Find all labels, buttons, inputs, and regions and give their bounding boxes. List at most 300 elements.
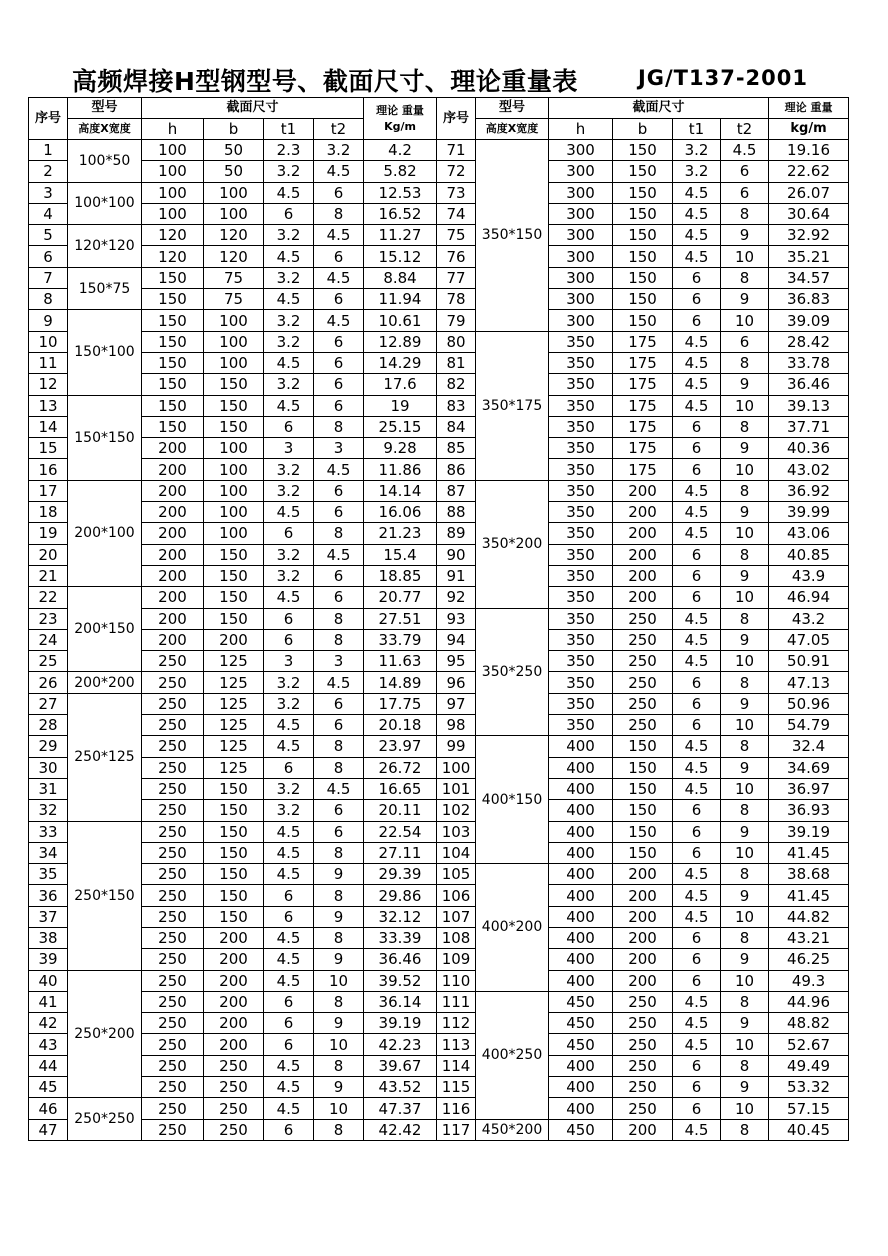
cell-b-right: 250 xyxy=(613,1077,673,1098)
cell-h: 250 xyxy=(142,736,204,757)
cell-weight: 21.23 xyxy=(364,523,437,544)
cell-weight-right: 43.21 xyxy=(769,927,849,948)
cell-t2-right: 9 xyxy=(721,821,769,842)
cell-t1: 4.5 xyxy=(264,927,314,948)
cell-t2-right: 9 xyxy=(721,374,769,395)
cell-seq: 27 xyxy=(29,693,68,714)
cell-weight-right: 26.07 xyxy=(769,182,849,203)
cell-weight: 33.79 xyxy=(364,629,437,650)
cell-seq-right: 91 xyxy=(437,565,476,586)
cell-t2: 9 xyxy=(314,949,364,970)
cell-t2-right: 8 xyxy=(721,927,769,948)
cell-seq-right: 85 xyxy=(437,438,476,459)
table-row xyxy=(29,352,849,373)
cell-b-right: 200 xyxy=(613,949,673,970)
cell-t1-right: 4.5 xyxy=(673,757,721,778)
cell-t2: 8 xyxy=(314,736,364,757)
cell-weight: 25.15 xyxy=(364,416,437,437)
cell-weight: 14.89 xyxy=(364,672,437,693)
cell-h: 200 xyxy=(142,459,204,480)
cell-h-right: 400 xyxy=(549,1055,613,1076)
cell-t1-right: 4.5 xyxy=(673,885,721,906)
cell-t1-right: 6 xyxy=(673,693,721,714)
cell-b-right: 150 xyxy=(613,267,673,288)
cell-seq-right: 107 xyxy=(437,906,476,927)
cell-weight: 16.06 xyxy=(364,502,437,523)
cell-seq: 21 xyxy=(29,565,68,586)
cell-seq-right: 105 xyxy=(437,864,476,885)
cell-b: 150 xyxy=(204,416,264,437)
cell-b-right: 150 xyxy=(613,757,673,778)
cell-b-right: 150 xyxy=(613,310,673,331)
cell-weight-right: 36.46 xyxy=(769,374,849,395)
cell-t1-right: 4.5 xyxy=(673,1034,721,1055)
cell-seq: 9 xyxy=(29,310,68,331)
cell-seq-right: 98 xyxy=(437,715,476,736)
cell-h-right: 350 xyxy=(549,480,613,501)
cell-h-right: 350 xyxy=(549,693,613,714)
cell-t1: 4.5 xyxy=(264,246,314,267)
cell-t1: 3.2 xyxy=(264,310,314,331)
cell-t1-right: 4.5 xyxy=(673,991,721,1012)
cell-b: 150 xyxy=(204,778,264,799)
cell-t1-right: 3.2 xyxy=(673,140,721,161)
cell-b-right: 175 xyxy=(613,416,673,437)
header-t2: t2 xyxy=(314,119,364,140)
cell-t1-right: 4.5 xyxy=(673,906,721,927)
cell-weight: 33.39 xyxy=(364,927,437,948)
cell-h: 150 xyxy=(142,310,204,331)
cell-seq-right: 95 xyxy=(437,651,476,672)
cell-t2-right: 8 xyxy=(721,672,769,693)
cell-h: 250 xyxy=(142,1119,204,1140)
cell-t2-right: 10 xyxy=(721,523,769,544)
cell-weight-right: 39.13 xyxy=(769,395,849,416)
cell-weight-right: 28.42 xyxy=(769,331,849,352)
cell-b: 125 xyxy=(204,672,264,693)
cell-t1: 6 xyxy=(264,203,314,224)
cell-h: 150 xyxy=(142,395,204,416)
cell-weight-right: 39.09 xyxy=(769,310,849,331)
page-header xyxy=(28,62,848,96)
cell-b-right: 150 xyxy=(613,736,673,757)
cell-seq: 13 xyxy=(29,395,68,416)
cell-model: 250*200 xyxy=(68,970,142,1098)
cell-weight: 8.84 xyxy=(364,267,437,288)
cell-h: 250 xyxy=(142,1055,204,1076)
cell-t2-right: 9 xyxy=(721,438,769,459)
cell-h-right: 450 xyxy=(549,1034,613,1055)
table-row xyxy=(29,693,849,714)
cell-seq: 28 xyxy=(29,715,68,736)
cell-t1: 3 xyxy=(264,651,314,672)
cell-weight: 36.46 xyxy=(364,949,437,970)
cell-t1-right: 6 xyxy=(673,715,721,736)
cell-t1: 4.5 xyxy=(264,289,314,310)
cell-h-right: 350 xyxy=(549,544,613,565)
cell-t1: 6 xyxy=(264,1034,314,1055)
cell-t2: 8 xyxy=(314,885,364,906)
cell-t1: 3.2 xyxy=(264,800,314,821)
cell-weight-right: 50.96 xyxy=(769,693,849,714)
cell-h: 200 xyxy=(142,544,204,565)
cell-model-right: 350*200 xyxy=(476,480,549,608)
cell-weight-right: 44.82 xyxy=(769,906,849,927)
cell-t1: 3.2 xyxy=(264,331,314,352)
cell-seq-right: 87 xyxy=(437,480,476,501)
cell-b-right: 150 xyxy=(613,289,673,310)
cell-b: 125 xyxy=(204,757,264,778)
cell-weight: 23.97 xyxy=(364,736,437,757)
cell-seq: 34 xyxy=(29,842,68,863)
cell-b-right: 150 xyxy=(613,842,673,863)
header-h: h xyxy=(142,119,204,140)
cell-b: 200 xyxy=(204,927,264,948)
cell-b: 200 xyxy=(204,970,264,991)
cell-seq: 39 xyxy=(29,949,68,970)
cell-seq-right: 88 xyxy=(437,502,476,523)
cell-h-right: 350 xyxy=(549,565,613,586)
cell-t1-right: 4.5 xyxy=(673,331,721,352)
cell-t1-right: 6 xyxy=(673,821,721,842)
cell-t2: 8 xyxy=(314,1119,364,1140)
table-row xyxy=(29,949,849,970)
cell-seq: 7 xyxy=(29,267,68,288)
cell-b-right: 250 xyxy=(613,629,673,650)
cell-h: 250 xyxy=(142,991,204,1012)
cell-h: 150 xyxy=(142,416,204,437)
cell-weight-right: 36.93 xyxy=(769,800,849,821)
cell-t1-right: 4.5 xyxy=(673,629,721,650)
cell-weight: 29.86 xyxy=(364,885,437,906)
cell-weight-right: 43.9 xyxy=(769,565,849,586)
cell-t2: 8 xyxy=(314,757,364,778)
cell-h-right: 350 xyxy=(549,352,613,373)
cell-t2-right: 9 xyxy=(721,885,769,906)
cell-b-right: 200 xyxy=(613,544,673,565)
cell-h-right: 350 xyxy=(549,672,613,693)
cell-t1: 3.2 xyxy=(264,672,314,693)
cell-t1: 3.2 xyxy=(264,459,314,480)
cell-t2: 4.5 xyxy=(314,778,364,799)
cell-h-right: 400 xyxy=(549,821,613,842)
cell-b: 120 xyxy=(204,246,264,267)
cell-h-right: 300 xyxy=(549,310,613,331)
cell-h-right: 400 xyxy=(549,1098,613,1119)
cell-weight: 32.12 xyxy=(364,906,437,927)
cell-t1: 4.5 xyxy=(264,587,314,608)
cell-t1: 6 xyxy=(264,1013,314,1034)
cell-seq: 11 xyxy=(29,352,68,373)
cell-h-right: 350 xyxy=(549,629,613,650)
cell-h-right: 350 xyxy=(549,438,613,459)
cell-t2-right: 8 xyxy=(721,864,769,885)
cell-t2-right: 9 xyxy=(721,565,769,586)
header-model-sub-right: 高度X宽度 xyxy=(476,119,549,140)
cell-h-right: 400 xyxy=(549,736,613,757)
cell-weight: 12.53 xyxy=(364,182,437,203)
cell-t1: 3.2 xyxy=(264,225,314,246)
header-weight-right: 理论 重量 xyxy=(769,98,849,119)
cell-t2-right: 9 xyxy=(721,629,769,650)
cell-t2: 8 xyxy=(314,203,364,224)
cell-t2-right: 8 xyxy=(721,480,769,501)
cell-t1-right: 6 xyxy=(673,544,721,565)
cell-t1: 2.3 xyxy=(264,140,314,161)
cell-model: 200*100 xyxy=(68,480,142,586)
cell-weight: 15.4 xyxy=(364,544,437,565)
cell-t2: 6 xyxy=(314,715,364,736)
cell-t2-right: 9 xyxy=(721,949,769,970)
cell-t1: 3.2 xyxy=(264,161,314,182)
cell-b-right: 250 xyxy=(613,1055,673,1076)
cell-t1-right: 4.5 xyxy=(673,864,721,885)
cell-weight: 12.89 xyxy=(364,331,437,352)
cell-weight-right: 34.57 xyxy=(769,267,849,288)
cell-b: 150 xyxy=(204,821,264,842)
cell-weight-right: 48.82 xyxy=(769,1013,849,1034)
table-row xyxy=(29,438,849,459)
cell-weight: 11.63 xyxy=(364,651,437,672)
cell-h: 200 xyxy=(142,523,204,544)
cell-b: 100 xyxy=(204,438,264,459)
cell-weight-right: 39.99 xyxy=(769,502,849,523)
cell-seq: 33 xyxy=(29,821,68,842)
cell-weight-right: 36.92 xyxy=(769,480,849,501)
cell-h: 200 xyxy=(142,608,204,629)
cell-b: 150 xyxy=(204,800,264,821)
cell-weight-right: 50.91 xyxy=(769,651,849,672)
cell-weight-right: 43.02 xyxy=(769,459,849,480)
cell-h: 200 xyxy=(142,480,204,501)
cell-t1-right: 4.5 xyxy=(673,651,721,672)
table-row xyxy=(29,1119,849,1140)
cell-t2: 6 xyxy=(314,352,364,373)
cell-t2-right: 8 xyxy=(721,416,769,437)
cell-t1: 3.2 xyxy=(264,480,314,501)
cell-b: 200 xyxy=(204,949,264,970)
cell-seq-right: 75 xyxy=(437,225,476,246)
cell-weight-right: 47.13 xyxy=(769,672,849,693)
cell-t2: 8 xyxy=(314,991,364,1012)
cell-weight-right: 40.36 xyxy=(769,438,849,459)
cell-h-right: 350 xyxy=(549,651,613,672)
table-row xyxy=(29,864,849,885)
cell-b-right: 150 xyxy=(613,821,673,842)
cell-t2-right: 10 xyxy=(721,395,769,416)
cell-b-right: 175 xyxy=(613,352,673,373)
cell-h-right: 350 xyxy=(549,416,613,437)
table-row xyxy=(29,225,849,246)
cell-b-right: 200 xyxy=(613,480,673,501)
cell-h-right: 450 xyxy=(549,991,613,1012)
cell-h: 250 xyxy=(142,842,204,863)
cell-b: 200 xyxy=(204,629,264,650)
cell-h: 250 xyxy=(142,864,204,885)
cell-h-right: 350 xyxy=(549,715,613,736)
cell-seq: 10 xyxy=(29,331,68,352)
cell-t1: 4.5 xyxy=(264,1098,314,1119)
cell-seq: 37 xyxy=(29,906,68,927)
cell-h: 150 xyxy=(142,289,204,310)
cell-b: 100 xyxy=(204,352,264,373)
table-row xyxy=(29,587,849,608)
cell-weight: 26.72 xyxy=(364,757,437,778)
cell-t1-right: 4.5 xyxy=(673,395,721,416)
cell-seq: 8 xyxy=(29,289,68,310)
cell-seq: 23 xyxy=(29,608,68,629)
cell-seq: 38 xyxy=(29,927,68,948)
cell-t1: 3.2 xyxy=(264,374,314,395)
table-row xyxy=(29,565,849,586)
cell-t1: 4.5 xyxy=(264,1055,314,1076)
cell-seq-right: 93 xyxy=(437,608,476,629)
cell-model-right: 350*250 xyxy=(476,608,549,736)
cell-b-right: 250 xyxy=(613,1013,673,1034)
header-model-right: 型号 xyxy=(476,98,549,119)
cell-weight: 39.67 xyxy=(364,1055,437,1076)
cell-t2: 3.2 xyxy=(314,140,364,161)
cell-model: 150*150 xyxy=(68,395,142,480)
cell-b-right: 150 xyxy=(613,140,673,161)
cell-h: 120 xyxy=(142,246,204,267)
cell-t1: 4.5 xyxy=(264,715,314,736)
cell-t1: 4.5 xyxy=(264,502,314,523)
cell-seq: 32 xyxy=(29,800,68,821)
header-b: b xyxy=(204,119,264,140)
table-row xyxy=(29,1034,849,1055)
cell-t1-right: 6 xyxy=(673,587,721,608)
cell-seq: 36 xyxy=(29,885,68,906)
cell-h-right: 300 xyxy=(549,246,613,267)
cell-seq-right: 108 xyxy=(437,927,476,948)
cell-b: 100 xyxy=(204,182,264,203)
cell-t1-right: 6 xyxy=(673,970,721,991)
cell-weight-right: 54.79 xyxy=(769,715,849,736)
cell-t1-right: 6 xyxy=(673,949,721,970)
cell-seq: 19 xyxy=(29,523,68,544)
cell-t2-right: 10 xyxy=(721,1098,769,1119)
cell-t2: 9 xyxy=(314,864,364,885)
table-row xyxy=(29,331,849,352)
cell-h: 250 xyxy=(142,757,204,778)
cell-t2-right: 9 xyxy=(721,1077,769,1098)
cell-t1-right: 4.5 xyxy=(673,203,721,224)
cell-weight: 43.52 xyxy=(364,1077,437,1098)
cell-t2: 6 xyxy=(314,693,364,714)
table-row xyxy=(29,459,849,480)
cell-seq-right: 106 xyxy=(437,885,476,906)
cell-t2-right: 8 xyxy=(721,608,769,629)
cell-t2-right: 10 xyxy=(721,778,769,799)
cell-b: 125 xyxy=(204,693,264,714)
cell-weight-right: 34.69 xyxy=(769,757,849,778)
cell-seq: 16 xyxy=(29,459,68,480)
cell-t1-right: 4.5 xyxy=(673,182,721,203)
cell-h: 250 xyxy=(142,693,204,714)
cell-weight: 20.18 xyxy=(364,715,437,736)
cell-h-right: 400 xyxy=(549,842,613,863)
cell-model: 250*250 xyxy=(68,1098,142,1141)
cell-model: 150*75 xyxy=(68,267,142,310)
cell-weight: 17.75 xyxy=(364,693,437,714)
cell-t1-right: 6 xyxy=(673,927,721,948)
cell-h-right: 350 xyxy=(549,608,613,629)
cell-weight-right: 46.94 xyxy=(769,587,849,608)
cell-h-right: 350 xyxy=(549,587,613,608)
cell-h-right: 400 xyxy=(549,864,613,885)
cell-h-right: 400 xyxy=(549,800,613,821)
table-row xyxy=(29,395,849,416)
cell-weight-right: 40.85 xyxy=(769,544,849,565)
cell-b-right: 150 xyxy=(613,246,673,267)
cell-weight-right: 32.4 xyxy=(769,736,849,757)
table-row xyxy=(29,246,849,267)
cell-h: 100 xyxy=(142,161,204,182)
cell-model: 250*125 xyxy=(68,693,142,821)
cell-b: 200 xyxy=(204,991,264,1012)
cell-b: 150 xyxy=(204,842,264,863)
table-row xyxy=(29,1055,849,1076)
cell-t2: 8 xyxy=(314,608,364,629)
cell-t1-right: 4.5 xyxy=(673,608,721,629)
cell-model: 250*150 xyxy=(68,821,142,970)
cell-h-right: 400 xyxy=(549,949,613,970)
cell-seq-right: 80 xyxy=(437,331,476,352)
cell-t1: 3.2 xyxy=(264,267,314,288)
cell-t1-right: 6 xyxy=(673,1077,721,1098)
cell-seq: 22 xyxy=(29,587,68,608)
cell-t2: 4.5 xyxy=(314,225,364,246)
cell-t1: 4.5 xyxy=(264,842,314,863)
cell-h: 250 xyxy=(142,778,204,799)
cell-b: 250 xyxy=(204,1055,264,1076)
cell-weight-right: 43.06 xyxy=(769,523,849,544)
header-model-sub: 高度X宽度 xyxy=(68,119,142,140)
cell-seq: 40 xyxy=(29,970,68,991)
cell-t2-right: 10 xyxy=(721,970,769,991)
cell-b: 50 xyxy=(204,140,264,161)
cell-model: 100*50 xyxy=(68,140,142,183)
cell-seq-right: 84 xyxy=(437,416,476,437)
cell-t2-right: 6 xyxy=(721,182,769,203)
cell-h-right: 400 xyxy=(549,885,613,906)
cell-seq: 4 xyxy=(29,203,68,224)
header-seq-right: 序号 xyxy=(437,98,476,140)
cell-t1: 4.5 xyxy=(264,949,314,970)
cell-t1: 3.2 xyxy=(264,565,314,586)
cell-t2: 8 xyxy=(314,416,364,437)
cell-t2-right: 8 xyxy=(721,800,769,821)
cell-t1-right: 6 xyxy=(673,289,721,310)
cell-t2: 4.5 xyxy=(314,310,364,331)
cell-seq-right: 82 xyxy=(437,374,476,395)
cell-seq: 35 xyxy=(29,864,68,885)
cell-h: 150 xyxy=(142,331,204,352)
table-row xyxy=(29,608,849,629)
cell-h-right: 450 xyxy=(549,1013,613,1034)
cell-seq-right: 96 xyxy=(437,672,476,693)
table-row xyxy=(29,651,849,672)
table-row xyxy=(29,821,849,842)
cell-seq-right: 97 xyxy=(437,693,476,714)
cell-t2-right: 9 xyxy=(721,757,769,778)
cell-seq: 46 xyxy=(29,1098,68,1119)
cell-t2-right: 9 xyxy=(721,225,769,246)
page-title: 高频焊接H型钢型号、截面尺寸、理论重量表 xyxy=(72,67,578,96)
cell-b-right: 200 xyxy=(613,970,673,991)
cell-t1: 6 xyxy=(264,523,314,544)
